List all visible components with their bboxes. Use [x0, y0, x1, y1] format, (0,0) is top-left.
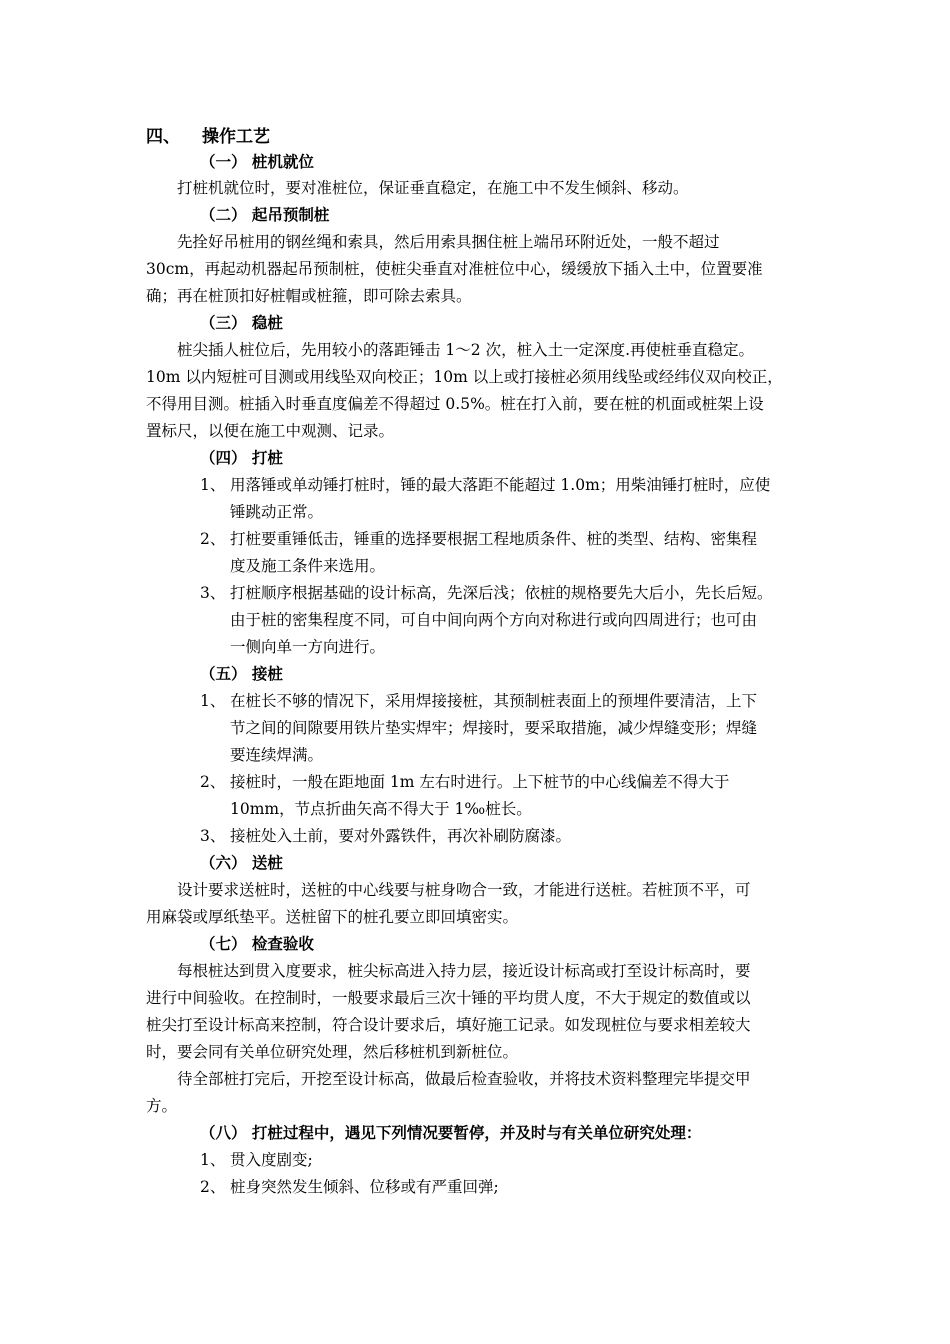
- list-item-line: 锤跳动正常。: [230, 503, 324, 521]
- paragraph-line: 每根桩达到贯入度要求，桩尖标高进入持力层，接近设计标高或打至设计标高时，要: [177, 962, 751, 980]
- section-number: 四、: [146, 127, 180, 147]
- subsection-heading: （三） 稳桩: [200, 314, 283, 332]
- subsection-heading: （四） 打桩: [200, 449, 283, 467]
- subsection-heading: （六） 送桩: [200, 854, 283, 872]
- list-number: 3、: [200, 584, 226, 602]
- paragraph-line: 10m 以内短桩可目测或用线坠双向校正；10m 以上或打接桩必须用线坠或经纬仪双向校正，: [146, 368, 783, 386]
- paragraph-line: 30cm，再起动机器起吊预制桩，使桩尖垂直对准桩位中心，缓缓放下插入土中，位置要准: [146, 260, 763, 278]
- list-number: 2、: [200, 1178, 226, 1196]
- list-item-line: 一侧向单一方向进行。: [230, 638, 386, 656]
- subsection-heading: （七） 检查验收: [200, 935, 314, 953]
- list-item-line: 10mm，节点折曲矢高不得大于 1‰桩长。: [230, 800, 532, 818]
- paragraph-line: 不得用目测。桩插入时垂直度偏差不得超过 0.5%。桩在打入前，要在桩的机面或桩架上设: [146, 395, 764, 413]
- list-number: 1、: [200, 476, 226, 494]
- paragraph-line: 桩尖插人桩位后，先用较小的落距锤击 1～2 次，桩入土一定深度.再使桩垂直稳定。: [177, 341, 755, 359]
- list-item-line: 用落锤或单动锤打桩时，锤的最大落距不能超过 1.0m；用柴油锤打桩时，应使: [230, 476, 771, 494]
- list-item-line: 打桩顺序根据基础的设计标高，先深后浅；依桩的规格要先大后小，先长后短。: [230, 584, 773, 602]
- paragraph-line: 设计要求送桩时，送桩的中心线要与桩身吻合一致，才能进行送桩。若桩顶不平，可: [177, 881, 751, 899]
- list-item-line: 在桩长不够的情况下，采用焊接接桩，其预制桩表面上的预埋件要清洁，上下: [230, 692, 758, 710]
- paragraph-line: 用麻袋或厚纸垫平。送桩留下的桩孔要立即回填密实。: [146, 908, 519, 926]
- subsection-heading: （二） 起吊预制桩: [200, 206, 330, 224]
- list-number: 3、: [200, 827, 226, 845]
- subsection-heading: （一） 桩机就位: [200, 153, 314, 171]
- list-item-line: 桩身突然发生倾斜、位移或有严重回弹;: [230, 1178, 499, 1196]
- list-number: 2、: [200, 530, 226, 548]
- subsection-heading: （五） 接桩: [200, 665, 283, 683]
- paragraph-line: 待全部桩打完后，开挖至设计标高，做最后检查验收，并将技术资料整理完毕提交甲: [177, 1070, 751, 1088]
- list-item-line: 由于桩的密集程度不同，可自中间向两个方向对称进行或向四周进行；也可由: [230, 611, 758, 629]
- paragraph-line: 进行中间验收。在控制时，一般要求最后三次十锤的平均贯人度，不大于规定的数值或以: [146, 989, 751, 1007]
- paragraph-line: 置标尺，以便在施工中观测、记录。: [146, 422, 395, 440]
- list-item-line: 度及施工条件来选用。: [230, 557, 386, 575]
- paragraph-line: 桩尖打至设计标高来控制，符合设计要求后，填好施工记录。如发现桩位与要求相差较大: [146, 1016, 751, 1034]
- subsection-heading: （八） 打桩过程中，遇见下列情况要暂停，并及时与有关单位研究处理：: [200, 1124, 702, 1142]
- paragraph-line: 方。: [146, 1097, 178, 1115]
- list-number: 2、: [200, 773, 226, 791]
- list-item-line: 贯入度剧变;: [230, 1151, 313, 1169]
- paragraph-line: 打桩机就位时，要对准桩位，保证垂直稳定，在施工中不发生倾斜、移动。: [177, 179, 689, 197]
- list-item-line: 节之间的间隙要用铁片垫实焊牢；焊接时，要采取措施，减少焊缝变形；焊缝: [230, 719, 758, 737]
- list-item-line: 接桩时，一般在距地面 1m 左右时进行。上下桩节的中心线偏差不得大于: [230, 773, 730, 791]
- list-number: 1、: [200, 692, 226, 710]
- paragraph-line: 时，要会同有关单位研究处理，然后移桩机到新桩位。: [146, 1043, 519, 1061]
- list-item-line: 接桩处入土前，要对外露铁件，再次补刷防腐漆。: [230, 827, 572, 845]
- paragraph-line: 先拴好吊桩用的钢丝绳和索具，然后用索具捆住桩上端吊环附近处，一般不超过: [177, 233, 720, 251]
- list-number: 1、: [200, 1151, 226, 1169]
- section-title: 操作工艺: [202, 127, 270, 147]
- paragraph-line: 确；再在桩顶扣好桩帽或桩箍，即可除去索具。: [146, 287, 472, 305]
- list-item-line: 要连续焊满。: [230, 746, 324, 764]
- list-item-line: 打桩要重锤低击，锤重的选择要根据工程地质条件、桩的类型、结构、密集程: [230, 530, 758, 548]
